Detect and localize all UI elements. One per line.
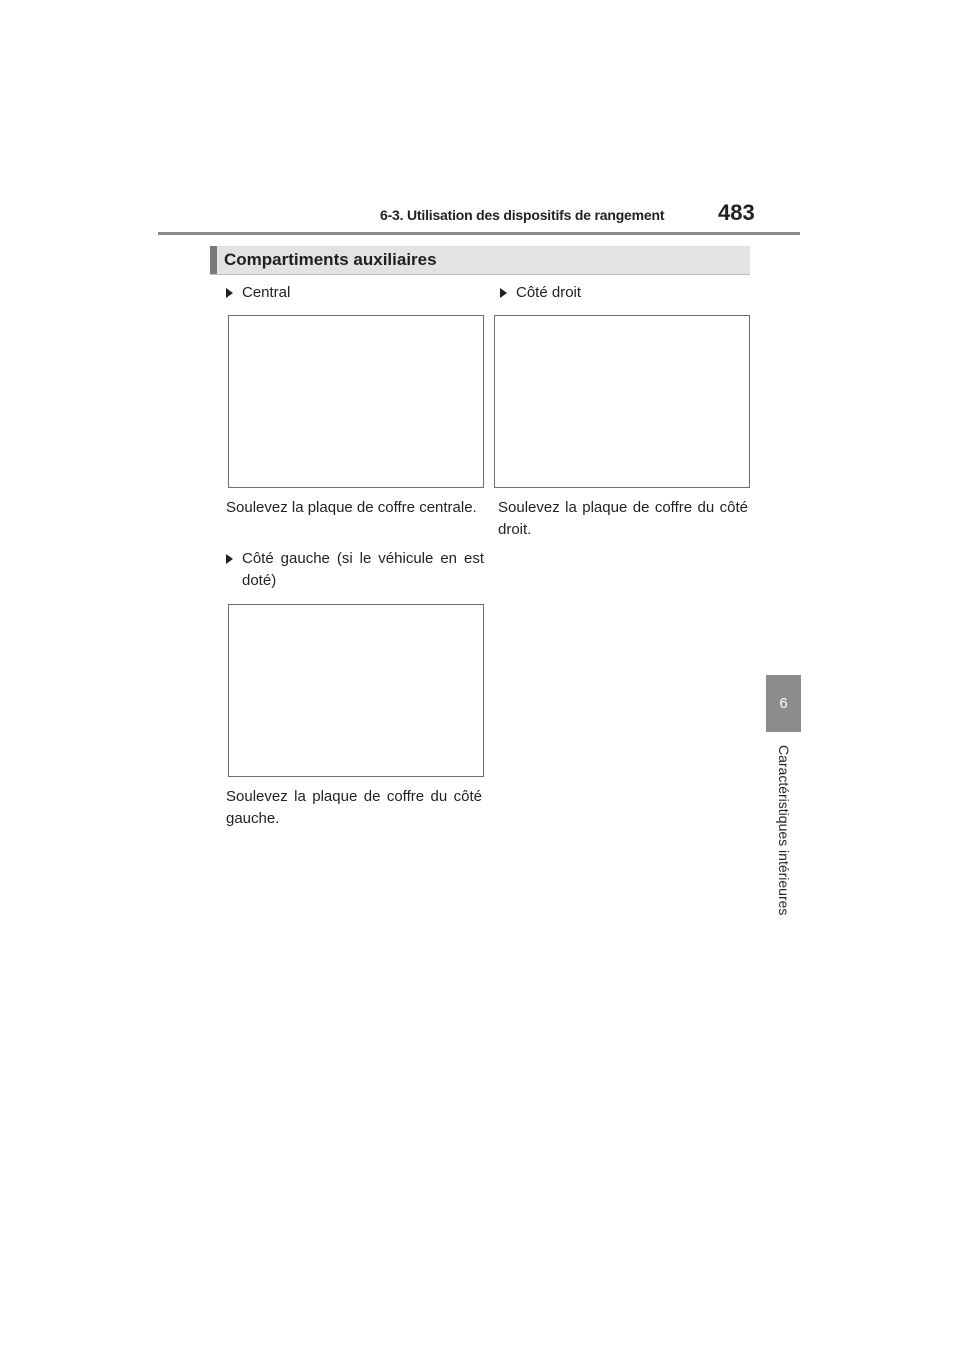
figure-central bbox=[228, 315, 484, 488]
running-head: 6-3. Utilisation des dispositifs de rangement bbox=[380, 207, 665, 223]
caption-left-side: Soulevez la plaque de coffre du côté gauche. bbox=[226, 788, 482, 827]
triangle-bullet-icon bbox=[226, 554, 233, 564]
header-rule bbox=[158, 232, 800, 235]
section-header bbox=[210, 246, 750, 275]
triangle-bullet-icon bbox=[500, 288, 507, 298]
section-title: Compartiments auxiliaires bbox=[224, 250, 437, 269]
caption-right-side: Soulevez la plaque de coffre du côté droit. bbox=[498, 499, 748, 538]
subhead-left-side bbox=[226, 548, 484, 592]
figure-left-side bbox=[228, 604, 484, 777]
subhead-label: Côté droit bbox=[516, 284, 582, 301]
triangle-bullet-icon bbox=[226, 288, 233, 298]
caption-central: Soulevez la plaque de coffre centrale. bbox=[226, 499, 477, 516]
section-header-bar bbox=[210, 246, 217, 274]
subhead-right-side bbox=[500, 282, 750, 304]
subhead-label: Côté gauche (si le véhicule en est doté) bbox=[242, 550, 484, 589]
chapter-tab: 6 bbox=[766, 675, 801, 732]
page-number: 483 bbox=[718, 200, 755, 225]
figure-right-side bbox=[494, 315, 750, 488]
subhead-label: Central bbox=[242, 284, 291, 301]
chapter-title: Caractéristiques intérieures bbox=[776, 745, 792, 916]
subhead-central bbox=[226, 282, 484, 304]
